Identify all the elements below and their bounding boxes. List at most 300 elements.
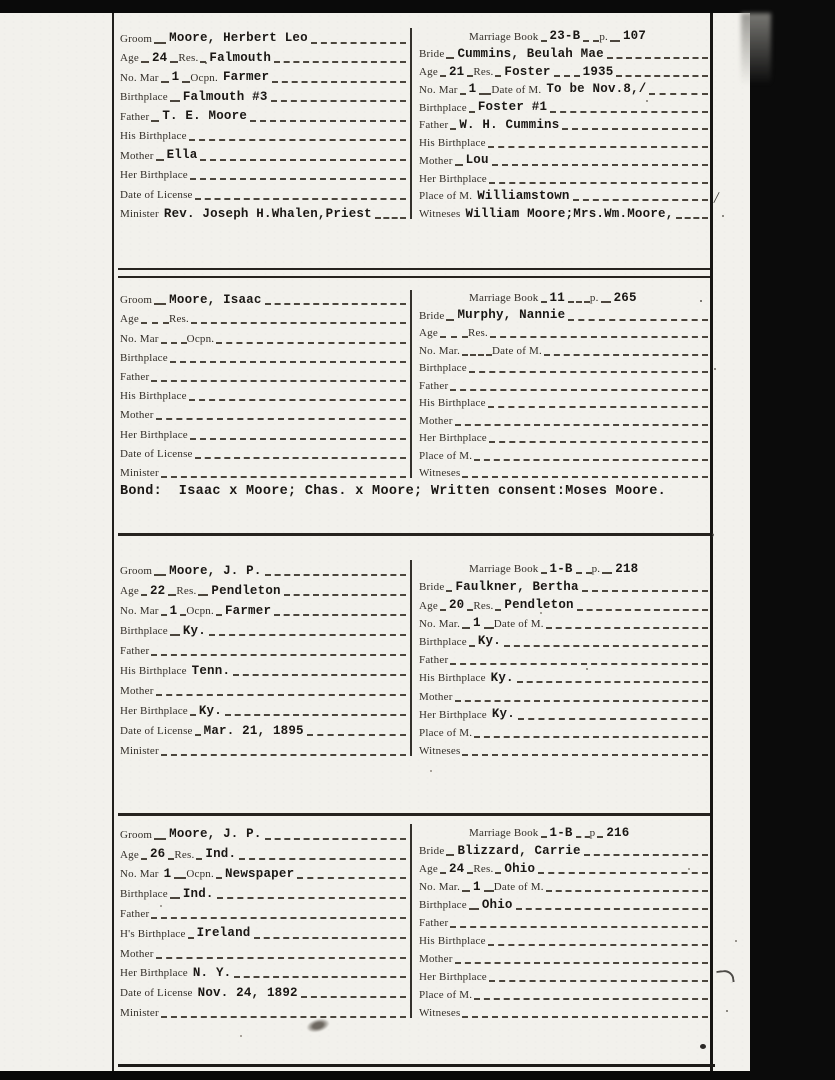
dotted-line	[156, 957, 406, 959]
dotted-line	[455, 164, 463, 166]
dotted-line	[168, 594, 176, 596]
dotted-line	[154, 838, 166, 840]
form-row	[120, 346, 406, 365]
scan-artifact-tick: ,	[711, 523, 715, 539]
form-row	[419, 912, 708, 930]
field-label: Mother	[120, 409, 154, 422]
field-label: Ocpn.	[186, 868, 214, 881]
field-label: Mother	[419, 414, 453, 427]
field-label: Age	[419, 863, 438, 875]
form-row	[120, 65, 406, 85]
field-value: Nov. 24, 1892	[197, 985, 298, 1000]
field-label: Res.	[174, 848, 195, 861]
field-value: Farmer	[222, 70, 270, 84]
field-label: Groom	[120, 32, 153, 45]
field-label: Date of M.	[491, 83, 542, 96]
form-row	[419, 428, 708, 445]
dotted-line	[676, 217, 708, 219]
form-row	[419, 740, 708, 758]
dotted-line	[518, 718, 708, 720]
field-value: Ella	[166, 148, 198, 162]
dotted-line	[446, 854, 454, 856]
field-value: Moore, J. P.	[169, 827, 262, 842]
dotted-line	[301, 996, 406, 998]
field-label: Witneses	[419, 745, 461, 758]
dotted-line	[576, 572, 592, 574]
field-label: Date of License	[120, 725, 193, 737]
dotted-line	[209, 634, 406, 636]
field-label: Ocpn.	[186, 332, 215, 345]
dotted-line	[440, 336, 468, 338]
dotted-line	[546, 890, 708, 892]
field-label: Father	[419, 654, 449, 667]
field-value: Lou	[465, 153, 489, 168]
form-row	[419, 26, 708, 44]
dotted-line	[462, 476, 708, 478]
scan-artifact-slash: /	[712, 187, 721, 208]
groom-column	[120, 26, 406, 221]
form-row	[120, 658, 406, 678]
field-label: Mother	[120, 685, 154, 697]
field-label: Birthplace	[419, 362, 467, 375]
field-label: Her Birthplace	[419, 708, 487, 721]
field-value: 1935	[582, 64, 614, 79]
field-value: 26	[149, 847, 166, 862]
form-row	[419, 876, 708, 894]
field-label: Birthplace	[419, 899, 467, 911]
dotted-line	[190, 438, 406, 440]
dotted-line	[190, 178, 406, 180]
dotted-line	[601, 301, 611, 303]
field-label: His Birthplace	[419, 137, 486, 150]
field-label: Marriage Book	[469, 563, 539, 576]
field-label: Age	[419, 327, 438, 340]
field-value: 1-B	[549, 825, 573, 840]
field-value: Ky.	[198, 703, 222, 718]
dotted-line	[554, 75, 580, 77]
form-row	[419, 463, 708, 480]
field-value: Rev. Joseph H.Whalen,Priest	[163, 206, 372, 221]
field-value: Moore, Herbert Leo	[169, 31, 308, 45]
card-column-divider	[410, 290, 412, 478]
field-label: Date of License	[120, 447, 193, 460]
dotted-line	[141, 322, 169, 324]
form-row	[419, 704, 708, 722]
field-label: Father	[419, 917, 449, 929]
form-row	[419, 44, 708, 62]
field-label: H's Birthplace	[120, 927, 186, 940]
field-label: Father	[419, 119, 449, 132]
field-value: To be Nov.8,/	[546, 82, 647, 97]
form-row	[419, 722, 708, 740]
dotted-line	[450, 926, 708, 928]
field-label: No. Mar.	[419, 617, 461, 630]
field-label: Place of M.	[419, 989, 473, 1001]
field-value: 23-B	[549, 29, 581, 44]
field-label: Date of M.	[492, 344, 542, 357]
dotted-line	[189, 399, 406, 401]
field-value: 1	[473, 879, 481, 894]
dotted-line	[161, 754, 406, 756]
field-value: Ind.	[182, 886, 214, 901]
dotted-line	[577, 609, 708, 611]
form-row	[120, 678, 406, 698]
field-label: Minister	[120, 745, 159, 757]
field-label: Age	[120, 313, 139, 326]
field-value: 107	[622, 29, 647, 44]
form-row	[419, 613, 708, 631]
form-row	[419, 186, 708, 204]
field-label: Her Birthplace	[120, 967, 188, 980]
form-row	[120, 881, 406, 901]
dotted-line	[271, 100, 406, 102]
field-label: Groom	[120, 565, 153, 577]
dotted-line	[274, 614, 406, 616]
field-value: Cummins, Beulah Mae	[457, 46, 604, 61]
dotted-line	[311, 42, 406, 44]
dotted-line	[254, 937, 407, 939]
field-label: His Birthplace	[419, 397, 486, 410]
dotted-line	[484, 627, 494, 629]
dotted-line	[151, 654, 406, 656]
form-row	[120, 901, 406, 921]
dotted-line	[216, 342, 406, 344]
field-label: Bride	[419, 48, 445, 61]
dotted-line	[265, 303, 406, 305]
form-row	[120, 1000, 406, 1020]
dotted-line	[562, 128, 708, 130]
form-row	[120, 85, 406, 105]
field-value: Newspaper	[224, 866, 295, 881]
form-row	[419, 393, 708, 410]
field-label: Res.	[467, 327, 488, 340]
field-value: 1	[468, 82, 477, 97]
form-row	[120, 124, 406, 144]
field-value: 24	[151, 50, 168, 65]
field-value: Moore, J. P.	[169, 563, 262, 578]
dotted-line	[489, 182, 708, 184]
field-label: Mother	[120, 947, 154, 960]
form-row	[120, 598, 406, 618]
field-label: Marriage Book	[469, 292, 539, 305]
dotted-line	[234, 976, 406, 978]
field-value: Falmouth	[209, 50, 272, 65]
field-value: Moore, Isaac	[169, 292, 262, 307]
form-row	[120, 842, 406, 862]
field-label: Bride	[419, 581, 445, 594]
dotted-line	[198, 594, 208, 596]
scan-border-top	[0, 0, 835, 13]
dotted-line	[492, 164, 708, 166]
card-column-divider	[410, 560, 412, 756]
field-value: Murphy, Nannie	[457, 308, 566, 323]
form-row	[419, 594, 708, 612]
field-value: Ohio	[504, 861, 536, 876]
field-value: 22	[149, 583, 166, 598]
card-column-divider	[410, 28, 412, 219]
field-label: No. Mar	[120, 71, 159, 84]
scan-specks	[0, 0, 2, 2]
form-row	[120, 143, 406, 163]
form-row	[419, 340, 708, 357]
dotted-line	[544, 354, 708, 356]
form-row	[419, 288, 708, 305]
field-label: Place of M.	[419, 190, 473, 203]
field-label: His Birthplace	[419, 672, 486, 685]
form-row	[120, 307, 406, 326]
dotted-line	[156, 694, 406, 696]
field-value: 1	[171, 70, 180, 84]
field-label: Minister	[120, 208, 159, 220]
field-label: No. Mar	[120, 868, 159, 881]
field-label: Res.	[176, 585, 197, 597]
dotted-line	[517, 681, 708, 683]
dotted-line	[516, 908, 708, 910]
field-label: Mother	[419, 690, 453, 703]
dotted-line	[284, 594, 406, 596]
field-label: His Birthplace	[120, 390, 187, 403]
page-edge-line-left	[112, 13, 114, 1071]
dotted-line	[297, 877, 406, 879]
form-row	[419, 822, 708, 840]
scan-border-right	[750, 0, 835, 1080]
dotted-line	[170, 100, 180, 102]
dotted-line	[154, 42, 166, 44]
field-label: Bride	[419, 845, 445, 857]
field-label: Her Birthplace	[419, 971, 487, 983]
field-label: Birthplace	[120, 625, 168, 637]
dotted-line	[582, 590, 708, 592]
field-label: Birthplace	[419, 635, 467, 648]
field-label: Age	[120, 52, 139, 64]
form-row	[419, 930, 708, 948]
field-value: Foster #1	[477, 100, 548, 115]
record-card-jp-blizzard	[118, 822, 710, 1020]
records-content	[118, 13, 710, 1071]
field-value: 218	[615, 561, 639, 576]
record-card-isaac	[118, 288, 710, 480]
page-bottom-rule	[118, 1064, 715, 1067]
field-value: 1-B	[549, 561, 573, 576]
field-value: 216	[606, 825, 630, 840]
form-row	[419, 410, 708, 427]
dotted-line	[156, 418, 406, 420]
dotted-line	[170, 634, 180, 636]
field-value: Ky.	[182, 623, 206, 638]
dotted-line	[182, 81, 190, 83]
field-value: Ky.	[491, 707, 515, 722]
field-label: Birthplace	[120, 351, 168, 364]
dotted-line	[488, 944, 708, 946]
field-value: T. E. Moore	[162, 109, 248, 123]
field-label: p.	[599, 30, 608, 43]
page-edge-line-right	[710, 13, 713, 1071]
dotted-line	[141, 61, 149, 63]
dotted-line	[195, 457, 406, 459]
dotted-line	[446, 319, 454, 321]
field-label: Her Birthplace	[419, 172, 487, 185]
field-label: Her Birthplace	[120, 169, 188, 181]
form-row	[120, 558, 406, 578]
field-label: Mother	[419, 154, 453, 167]
form-row	[419, 894, 708, 912]
field-value: 265	[613, 290, 637, 305]
dotted-line	[151, 917, 406, 919]
form-row	[419, 168, 708, 186]
field-label: Groom	[120, 828, 153, 841]
dotted-line	[274, 61, 406, 63]
field-label: Res.	[473, 66, 494, 79]
field-label: Father	[120, 110, 150, 123]
field-label: Res.	[168, 313, 189, 326]
field-label: Age	[120, 848, 139, 861]
dotted-line	[469, 371, 708, 373]
dotted-line	[576, 836, 590, 838]
card-divider-rule	[118, 813, 710, 816]
form-row	[120, 718, 406, 738]
dotted-line	[489, 441, 708, 443]
form-row	[419, 649, 708, 667]
dotted-line	[239, 858, 406, 860]
dotted-line	[250, 120, 406, 122]
form-row	[120, 288, 406, 307]
dotted-line	[170, 61, 178, 63]
field-value: Ireland	[196, 926, 251, 941]
field-label: No. Mar	[120, 605, 159, 617]
dotted-line	[616, 75, 708, 77]
dotted-line	[607, 57, 708, 59]
field-value: 1	[169, 603, 178, 618]
form-row	[419, 115, 708, 133]
dotted-line	[189, 139, 406, 141]
field-label: Bride	[419, 309, 445, 322]
field-label: Father	[419, 379, 449, 392]
field-label: Date of M.	[493, 881, 544, 893]
dotted-line	[474, 459, 708, 461]
form-row	[120, 422, 406, 441]
form-row	[120, 461, 406, 480]
form-row	[419, 685, 708, 703]
form-row	[419, 150, 708, 168]
field-label: Age	[419, 599, 438, 612]
field-value: Pendleton	[504, 598, 574, 613]
bride-column	[419, 822, 708, 1020]
form-row	[120, 202, 406, 222]
field-label: Res.	[178, 52, 199, 64]
dotted-line	[151, 120, 159, 122]
field-label: Her Birthplace	[120, 705, 188, 717]
field-label: Date of License	[120, 987, 193, 1000]
dotted-line	[154, 574, 166, 576]
dotted-line	[602, 572, 612, 574]
card-divider-rule-double	[118, 268, 710, 278]
field-label: Birthplace	[120, 888, 168, 901]
field-label: Res.	[473, 863, 494, 875]
field-label: Ocpn.	[186, 605, 214, 617]
card-divider-rule	[118, 533, 710, 536]
dotted-line	[225, 714, 406, 716]
record-card-herbert-leo	[118, 26, 710, 221]
dotted-line	[161, 342, 187, 344]
field-label: Father	[120, 371, 150, 384]
form-row	[120, 46, 406, 66]
dotted-line	[504, 645, 708, 647]
field-value: 20	[448, 598, 465, 613]
form-row	[419, 558, 708, 576]
scan-border-bottom	[0, 1071, 750, 1080]
dotted-line	[488, 406, 708, 408]
form-row	[120, 980, 406, 1000]
dotted-line	[462, 627, 470, 629]
field-label: No. Mar	[120, 332, 159, 345]
form-row	[120, 403, 406, 422]
bride-column	[419, 288, 708, 480]
field-value: 1	[473, 616, 481, 631]
form-row	[120, 26, 406, 46]
dotted-line	[583, 40, 599, 42]
dotted-line	[649, 93, 708, 95]
dotted-line	[462, 354, 492, 356]
dotted-line	[217, 897, 406, 899]
field-label: Witneses	[419, 208, 461, 221]
form-row	[419, 375, 708, 392]
form-row	[120, 384, 406, 403]
field-value: N. Y.	[192, 965, 232, 980]
form-row	[419, 305, 708, 322]
field-label: His Birthplace	[120, 130, 187, 142]
dotted-line	[490, 336, 708, 338]
field-label: Ocpn.	[190, 71, 218, 84]
field-label: p	[589, 827, 596, 839]
dotted-line	[200, 159, 406, 161]
dotted-line	[233, 674, 406, 676]
form-row	[120, 163, 406, 183]
field-label: His Birthplace	[419, 935, 486, 947]
field-value: Farmer	[224, 603, 272, 618]
form-row	[120, 326, 406, 345]
dotted-line	[455, 700, 708, 702]
dotted-line	[450, 389, 708, 391]
card-column-divider	[410, 824, 412, 1018]
dotted-line	[568, 319, 708, 321]
form-row	[120, 822, 406, 842]
form-row	[419, 966, 708, 984]
form-row	[120, 921, 406, 941]
dotted-line	[488, 146, 708, 148]
dotted-line	[469, 908, 479, 910]
field-label: Age	[120, 585, 139, 597]
dotted-line	[307, 734, 406, 736]
dotted-line	[170, 897, 180, 899]
form-row	[419, 858, 708, 876]
form-row	[120, 104, 406, 124]
field-value: Pendleton	[211, 583, 281, 598]
bride-column	[419, 558, 708, 758]
form-row	[120, 862, 406, 882]
dotted-line	[170, 361, 406, 363]
field-label: Marriage Book	[469, 30, 539, 43]
field-label: p.	[589, 292, 599, 305]
field-value: Ky.	[477, 634, 501, 649]
dotted-line	[462, 1016, 708, 1018]
form-row	[419, 1002, 708, 1020]
field-label: Birthplace	[419, 101, 467, 114]
form-row	[419, 631, 708, 649]
field-value: Blizzard, Carrie	[457, 843, 581, 858]
field-label: Minister	[120, 467, 159, 480]
dotted-line	[265, 838, 406, 840]
field-label: Witneses	[419, 1007, 461, 1019]
